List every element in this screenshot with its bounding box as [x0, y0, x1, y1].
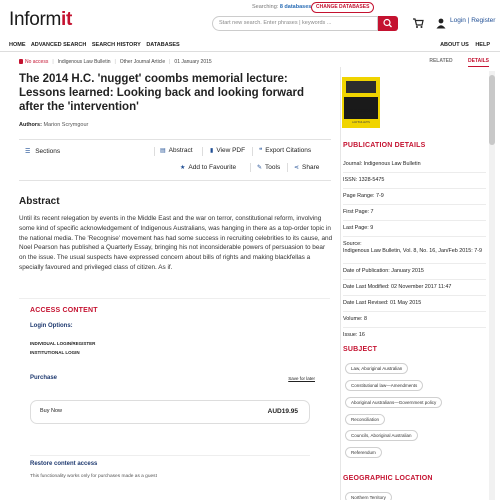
divider	[343, 220, 486, 221]
subject-chip[interactable]: Aboriginal Australians—Government policy	[345, 397, 442, 408]
toolbar-divider-top	[19, 139, 331, 140]
access-status: No access	[25, 59, 49, 65]
cart-icon[interactable]	[412, 16, 424, 28]
save-for-later-link[interactable]: Save for later	[288, 376, 315, 381]
divider	[343, 327, 486, 328]
detail-source: Indigenous Law Bulletin, Vol. 8, No. 16, Jan/Feb 2015: 7-9	[343, 248, 483, 254]
divider	[343, 311, 486, 312]
toolbar-divider-bottom	[19, 180, 331, 181]
change-databases-button[interactable]: CHANGE DATABASES	[311, 2, 374, 13]
purchase-label: Purchase	[30, 375, 58, 381]
pdf-icon: ▮	[210, 148, 214, 154]
detail-issn: ISSN: 1328-5475	[343, 177, 385, 183]
divider	[343, 236, 486, 237]
search-icon	[378, 16, 398, 31]
detail-source-label: Source:	[343, 241, 362, 247]
restore-access-link[interactable]: Restore content access	[30, 461, 98, 467]
lock-icon	[19, 59, 23, 64]
page-title: The 2014 H.C. 'nugget' coombs memorial lecture: Lessons learned: Looking back and looking forward after the 'intervention'	[19, 73, 304, 113]
document-icon: ▤	[160, 148, 166, 154]
article-type: Other Journal Article	[119, 59, 166, 65]
divider	[343, 172, 486, 173]
subject-chip[interactable]: Reconciliation	[345, 414, 385, 425]
scrollbar-thumb[interactable]	[489, 75, 495, 145]
detail-page-range: Page Range: 7-9	[343, 193, 384, 199]
add-to-favourite-button[interactable]: ★ Add to Favourite	[180, 164, 237, 171]
divider	[202, 147, 203, 156]
nav-about-us[interactable]: ABOUT US	[440, 42, 469, 48]
detail-journal: Journal: Indigenous Law Bulletin	[343, 161, 421, 167]
nav-search-history[interactable]: SEARCH HISTORY	[91, 42, 141, 48]
export-icon: ❝	[259, 148, 263, 154]
database-count[interactable]: 8 databases	[279, 4, 312, 10]
tab-details[interactable]: DETAILS	[468, 58, 489, 67]
detail-issue: Issue: 16	[343, 332, 365, 338]
abstract-button[interactable]: ▤ Abstract	[160, 147, 193, 154]
star-icon: ★	[180, 165, 186, 171]
publication-details-heading: PUBLICATION DETAILS	[343, 142, 426, 149]
buy-now-option[interactable]	[30, 400, 310, 424]
detail-date-publication: Date of Publication: January 2015	[343, 268, 424, 274]
restore-note: This functionality works only for purchases made as a guest	[30, 474, 157, 479]
subject-heading: SUBJECT	[343, 346, 378, 353]
authors: Authors: Marion Scrymgour	[19, 122, 89, 128]
access-heading: ACCESS CONTENT	[30, 307, 98, 314]
subject-chip[interactable]: Referendum	[345, 447, 382, 458]
tab-related[interactable]: RELATED	[429, 58, 453, 64]
searching-label: Searching: 8 databases	[252, 4, 312, 10]
side-tabs	[415, 58, 489, 64]
abstract-text: Until its recent relegation by events in the Middle East and the war on terror, constitutional reform, involving some kind of specific acknowledgement of Indigenous Australians, was hanging in there as a top-order topic in the national media. The 'Recognise' movement has had some success in recruiting celebrities to its cause, and Noel Pearson has published a Quarterly Essay, bringing his not inconsiderable powers of persuasion to bear on the issue. The usual suspects have expressed concern about bills of rights and making blackfellas a specially favoured and privileged class of citizen. As if.	[19, 215, 333, 271]
subject-chip[interactable]: Constitutional law—Amendments	[345, 380, 423, 391]
nav-databases[interactable]: DATABASES	[146, 42, 180, 48]
divider	[250, 163, 251, 172]
subject-chip[interactable]: Law, Aboriginal Australian	[345, 363, 408, 374]
divider	[343, 279, 486, 280]
nav-home[interactable]: HOME	[9, 42, 26, 48]
export-citations-button[interactable]: ❝ Export Citations	[259, 147, 312, 154]
login-options-label: Login Options:	[30, 323, 73, 329]
share-button[interactable]: ⋖ Share	[294, 164, 320, 171]
divider	[343, 263, 486, 264]
informit-logo[interactable]: Informit	[9, 9, 73, 30]
divider	[343, 295, 486, 296]
author-link[interactable]: Marion Scrymgour	[43, 122, 89, 128]
detail-last-page: Last Page: 9	[343, 225, 374, 231]
individual-login-link[interactable]: INDIVIDUAL LOGIN/REGISTER	[30, 341, 96, 346]
divider	[343, 188, 486, 189]
detail-last-modified: Date Last Modified: 02 November 2017 11:47	[343, 284, 452, 290]
access-content-panel	[19, 298, 330, 500]
article-date: 01 January 2015	[174, 59, 212, 65]
geographic-location-heading: GEOGRAPHIC LOCATION	[343, 475, 433, 482]
divider	[287, 163, 288, 172]
user-icon	[436, 16, 446, 27]
list-icon: ☰	[25, 149, 31, 155]
wrench-icon: ✎	[257, 165, 263, 171]
nav-advanced-search[interactable]: ADVANCED SEARCH	[30, 42, 87, 48]
share-icon: ⋖	[294, 165, 300, 171]
search-input[interactable]: Start new search. Enter phrases | keywords ...	[212, 16, 378, 31]
main-nav	[0, 38, 500, 52]
divider	[252, 147, 253, 156]
top-header	[0, 0, 500, 38]
cover-subtitle: LAW BULLETIN	[352, 121, 370, 124]
subject-chip[interactable]: Councils, Aboriginal Australian	[345, 430, 418, 441]
abstract-heading: Abstract	[19, 196, 60, 207]
buy-now-label: Buy Now	[40, 408, 63, 414]
cover-title: INDIGENOUS	[348, 108, 374, 113]
detail-volume: Volume: 8	[343, 316, 367, 322]
divider	[343, 204, 486, 205]
nav-help[interactable]: HELP	[475, 42, 490, 48]
price: AUD19.95	[267, 408, 298, 415]
journal-cover-image	[342, 77, 380, 128]
detail-first-page: First Page: 7	[343, 209, 374, 215]
view-pdf-button[interactable]: ▮ View PDF	[210, 147, 246, 154]
search-button[interactable]	[378, 16, 398, 31]
geo-chip[interactable]: Northern Territory	[345, 492, 392, 500]
divider	[154, 147, 155, 156]
login-register-link[interactable]: Login | Register	[450, 17, 496, 24]
divider	[30, 455, 310, 456]
detail-last-revised: Date Last Revised: 01 May 2015	[343, 300, 422, 306]
article-meta: No access | Indigenous Law Bulletin | Other Journal Article | 01 January 2015	[19, 59, 212, 65]
sections-button[interactable]: ☰ Sections	[25, 148, 61, 155]
tools-button[interactable]: ✎ Tools	[257, 164, 281, 171]
bulletin-link[interactable]: Indigenous Law Bulletin	[57, 59, 111, 65]
institutional-login-link[interactable]: INSTITUTIONAL LOGIN	[30, 350, 80, 355]
